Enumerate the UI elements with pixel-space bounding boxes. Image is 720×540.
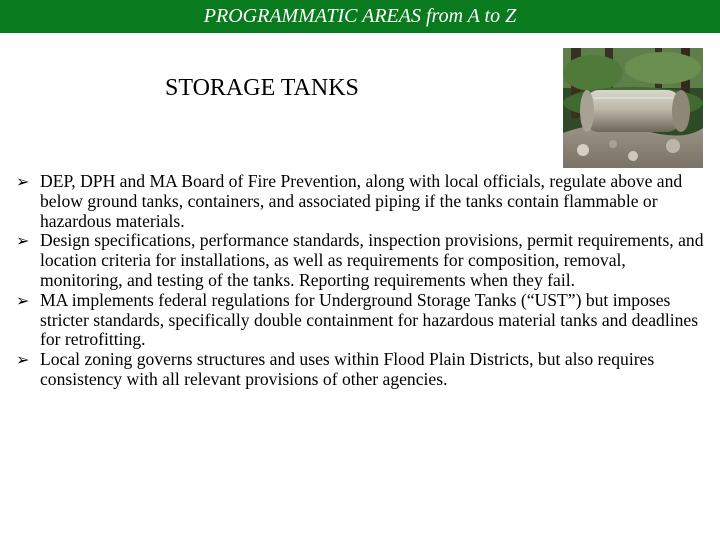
arrow-bullet-icon: ➢: [16, 290, 30, 310]
bullet-text: DEP, DPH and MA Board of Fire Prevention, along with local officials, regulate above and below ground tanks, containers, and associated piping if the tanks contain flammable or hazardous materials.: [40, 171, 683, 231]
list-item: [16, 231, 706, 290]
arrow-bullet-icon: ➢: [16, 231, 30, 251]
storage-tank-photo: [563, 48, 703, 168]
list-item: [16, 291, 706, 350]
list-item: [16, 172, 706, 231]
arrow-bullet-icon: ➢: [16, 172, 30, 191]
bullet-text: Local zoning governs structures and uses within Flood Plain Districts, but also requires consistency with all relevant provisions of other agencies.: [40, 349, 655, 389]
bullet-text: Design specifications, performance standards, inspection provisions, permit requirements, and location criteria for installations, as well as requirements for composition, removal, monitoring, and testing of the tanks. Reporting requirements when they fail.: [40, 230, 704, 290]
header-banner: PROGRAMMATIC AREAS from A to Z: [0, 0, 720, 33]
bullet-list: [16, 172, 706, 390]
list-item: [16, 350, 706, 390]
bullet-text: MA implements federal regulations for Underground Storage Tanks (“UST”) but imposes stricter standards, specifically double containment for hazardous material tanks and deadlines for retrofitting.: [40, 289, 699, 350]
arrow-bullet-icon: ➢: [16, 350, 30, 370]
slide-title: STORAGE TANKS: [165, 75, 359, 101]
